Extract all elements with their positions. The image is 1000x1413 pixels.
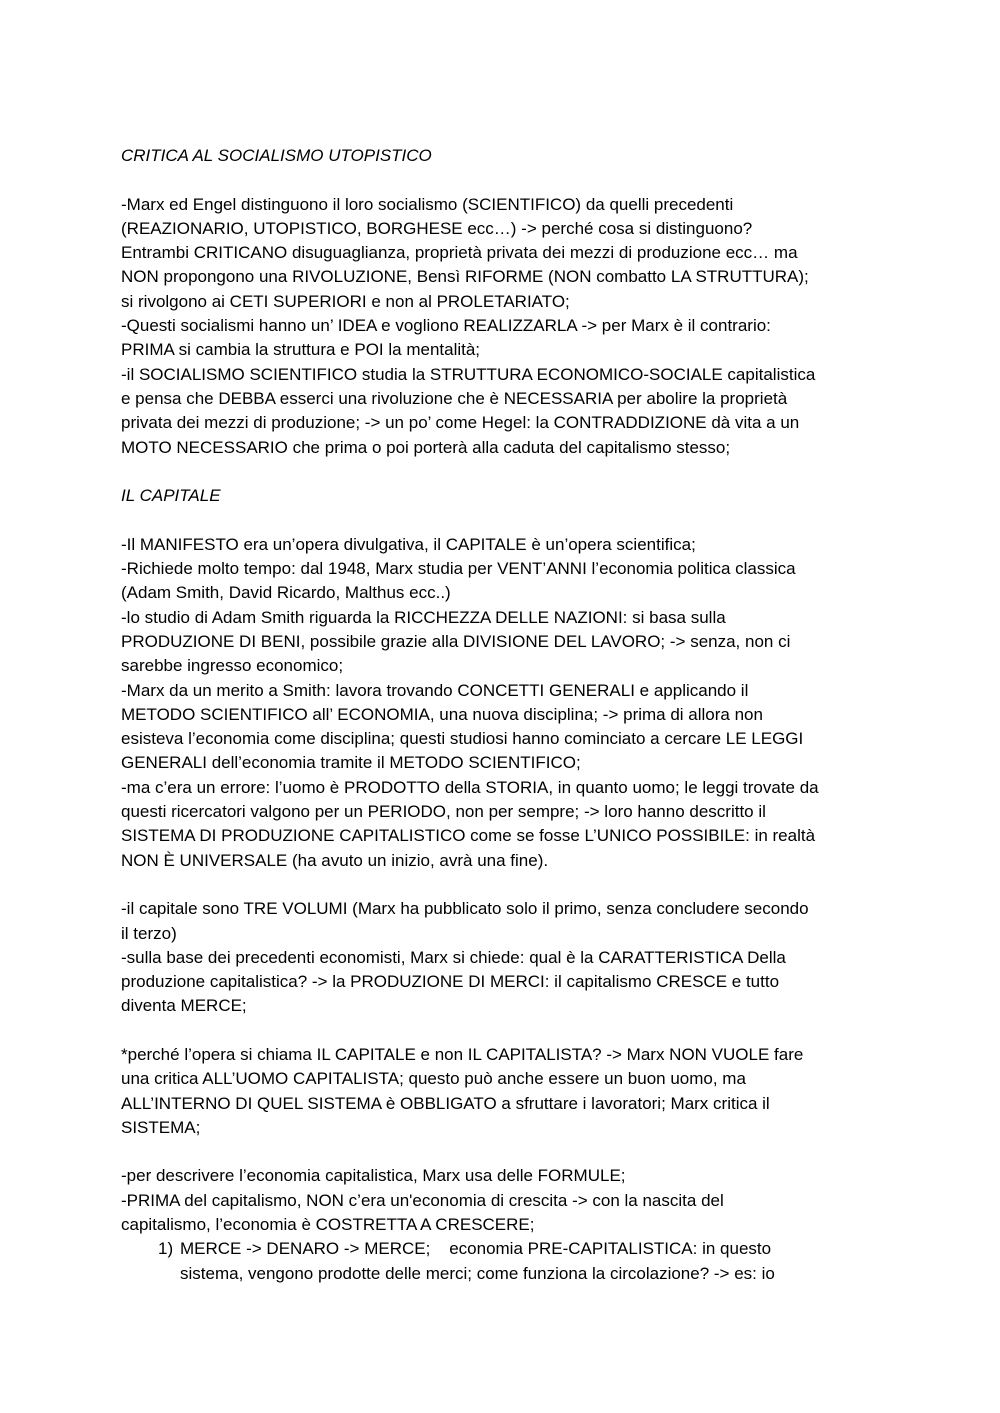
text-line: SISTEMA; — [121, 1117, 201, 1137]
text-line: sistema, vengono prodotte delle merci; come funziona la circolazione? -> es: io — [180, 1263, 775, 1283]
text-line: -Questi socialismi hanno un’ IDEA e vogliono REALIZZARLA -> per Marx è il contrario: — [121, 316, 771, 336]
text-line: MERCE -> DENARO -> MERCE; economia PRE-CAPITALISTICA: in questo — [180, 1239, 772, 1259]
text-line: -PRIMA del capitalismo, NON c’era un'economia di crescita -> con la nascita del — [121, 1190, 724, 1210]
text-line: (Adam Smith, David Ricardo, Malthus ecc..) — [121, 583, 451, 603]
text-line: una critica ALL’UOMO CAPITALISTA; questo può anche essere un buon uomo, ma — [121, 1069, 746, 1089]
text-line: METODO SCIENTIFICO all’ ECONOMIA, una nuova disciplina; -> prima di allora non — [121, 704, 763, 724]
text-line: si rivolgono ai CETI SUPERIORI e non al PROLETARIATO; — [121, 291, 570, 311]
text-line: -il SOCIALISMO SCIENTIFICO studia la STRUTTURA ECONOMICO-SOCIALE capitalistica — [121, 364, 816, 384]
text-line: *perché l’opera si chiama IL CAPITALE e non IL CAPITALISTA? -> Marx NON VUOLE fare — [121, 1044, 804, 1064]
text-line: privata dei mezzi di produzione; -> un po’ come Hegel: la CONTRADDIZIONE dà vita a un — [121, 413, 800, 433]
text-line: (REAZIONARIO, UTOPISTICO, BORGHESE ecc…) -> perché cosa si distinguono? — [121, 218, 753, 238]
spacer — [121, 1140, 886, 1164]
text-line: -lo studio di Adam Smith riguarda la RICCHEZZA DELLE NAZIONI: si basa sulla — [121, 607, 726, 627]
text-line: questi ricercatori valgono per un PERIODO, non per sempre; -> loro hanno descritto il — [121, 802, 766, 822]
text-line: -sulla base dei precedenti economisti, Marx si chiede: qual è la CARATTERISTICA Della — [121, 947, 786, 967]
paragraph-capitalista — [121, 1043, 886, 1140]
text-line: -per descrivere l’economia capitalistica, Marx usa delle FORMULE; — [121, 1166, 626, 1186]
text-line: SISTEMA DI PRODUZIONE CAPITALISTICO come se fosse L’UNICO POSSIBILE: in realtà — [121, 826, 816, 846]
text-line: NON È UNIVERSALE (ha avuto un inizio, avrà una fine). — [121, 850, 549, 870]
spacer — [121, 873, 886, 897]
spacer — [121, 460, 886, 484]
heading-critica-socialismo: CRITICA AL SOCIALISMO UTOPISTICO — [121, 146, 432, 165]
text-line: Entrambi CRITICANO disuguaglianza, proprietà privata dei mezzi di produzione ecc… ma — [121, 243, 798, 263]
paragraph-socialismo — [121, 193, 886, 460]
numbered-list-item — [121, 1237, 886, 1286]
list-number: 1) — [158, 1239, 174, 1259]
spacer — [121, 508, 886, 532]
text-line: sarebbe ingresso economico; — [121, 656, 344, 676]
text-line: il terzo) — [121, 923, 177, 943]
paragraph-formule — [121, 1164, 886, 1237]
text-line: ALL’INTERNO DI QUEL SISTEMA è OBBLIGATO a sfruttare i lavoratori; Marx critica il — [121, 1093, 770, 1113]
text-line: -Richiede molto tempo: dal 1948, Marx studia per VENT’ANNI l’economia politica classica — [121, 559, 796, 579]
paragraph-volumi — [121, 897, 886, 1018]
spacer — [121, 168, 886, 192]
paragraph-capitale — [121, 533, 886, 873]
text-line: -Il MANIFESTO era un’opera divulgativa, il CAPITALE è un’opera scientifica; — [121, 534, 696, 554]
text-line: -il capitale sono TRE VOLUMI (Marx ha pubblicato solo il primo, senza concludere secondo — [121, 899, 809, 919]
text-line: capitalismo, l’economia è COSTRETTA A CRESCERE; — [121, 1215, 535, 1235]
text-line: produzione capitalistica? -> la PRODUZIONE DI MERCI: il capitalismo CRESCE e tutto — [121, 972, 780, 992]
text-line: PRIMA si cambia la struttura e POI la mentalità; — [121, 340, 481, 360]
text-line: esisteva l’economia come disciplina; questi studiosi hanno cominciato a cercare LE LEGGI — [121, 729, 804, 749]
document-body — [121, 144, 886, 1286]
text-line: -Marx da un merito a Smith: lavora trovando CONCETTI GENERALI e applicando il — [121, 680, 749, 700]
text-line: GENERALI dell’economia tramite il METODO SCIENTIFICO; — [121, 753, 581, 773]
text-line: -Marx ed Engel distinguono il loro socialismo (SCIENTIFICO) da quelli precedenti — [121, 194, 734, 214]
heading-il-capitale: IL CAPITALE — [121, 486, 221, 506]
text-line: NON propongono una RIVOLUZIONE, Bensì RIFORME (NON combatto LA STRUTTURA); — [121, 267, 809, 287]
text-line: PRODUZIONE DI BENI, possibile grazie alla DIVISIONE DEL LAVORO; -> senza, non ci — [121, 631, 791, 651]
text-line: diventa MERCE; — [121, 996, 247, 1016]
spacer — [121, 1019, 886, 1043]
text-line: MOTO NECESSARIO che prima o poi porterà alla caduta del capitalismo stesso; — [121, 437, 731, 457]
text-line: -ma c’era un errore: l’uomo è PRODOTTO della STORIA, in quanto uomo; le leggi trovate da — [121, 777, 819, 797]
text-line: e pensa che DEBBA esserci una rivoluzione che è NECESSARIA per abolire la proprietà — [121, 388, 788, 408]
